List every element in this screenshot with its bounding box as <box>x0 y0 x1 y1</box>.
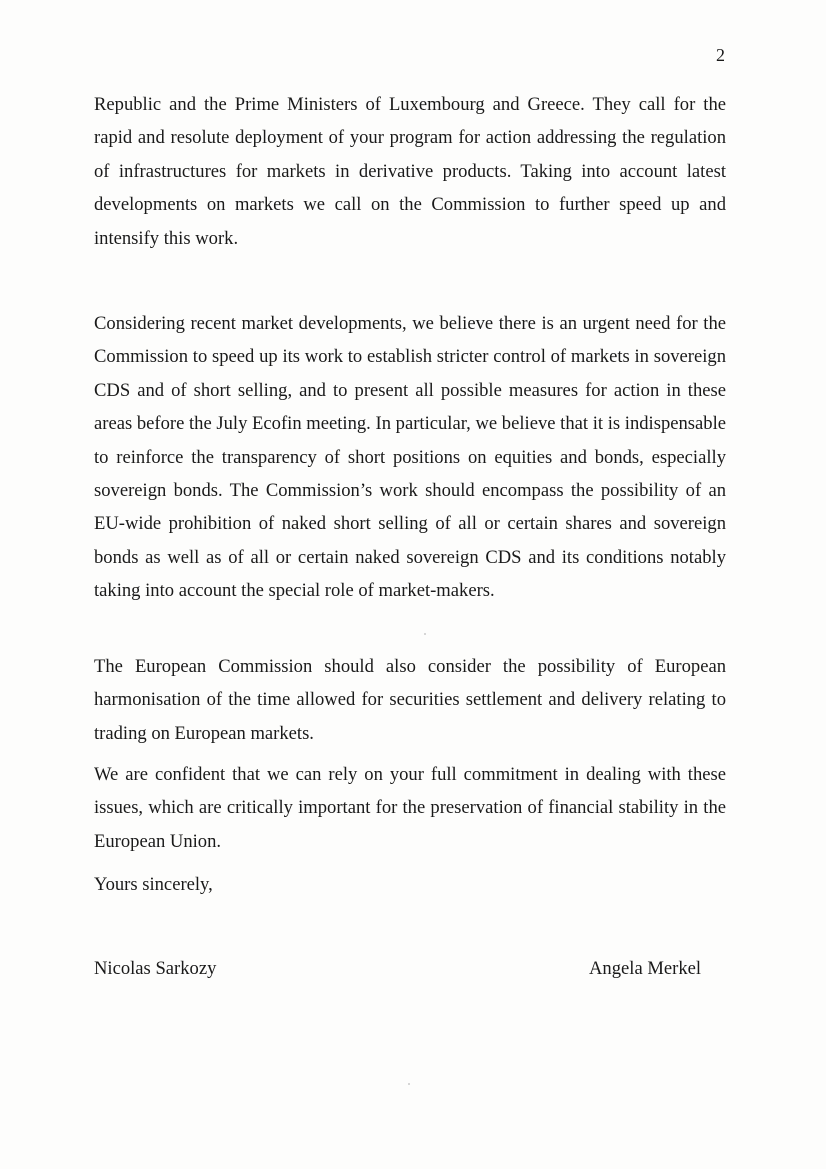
signatory-right: Angela Merkel <box>589 958 702 979</box>
letter-paragraph-2: Considering recent market developments, we believe there is an urgent need for the Commission to speed up its work to establish stricter control of markets in sovereign CDS and of short selling, and to present all possible measures for action in these areas before the July Ecofin meeting. In particular, we believe that it is indispensable to reinforce the transparency of short positions on equities and bonds, especially sovereign bonds. The Commission’s work should encompass the possibility of an EU-wide prohibition of naked short selling of all or certain shares and sovereign bonds as well as of all or certain naked sovereign CDS and its conditions notably taking into account the special role of market-makers. <box>94 313 726 602</box>
closing-salutation: Yours sincerely, <box>94 874 213 895</box>
letter-paragraph-1: Republic and the Prime Ministers of Luxembourg and Greece. They call for the rapid and resolute deployment of your program for action addressing the regulation of infrastructures for markets in derivative products. Taking into account latest developments on markets we call on the Commission to further speed up and intensify this work. <box>94 94 726 249</box>
letter-paragraph-4: We are confident that we can rely on your full commitment in dealing with these issues, which are critically important for the preservation of financial stability in the European Union. <box>94 764 726 852</box>
letter-paragraph-3: The European Commission should also consider the possibility of European harmonisation of the time allowed for securities settlement and delivery relating to trading on European markets. <box>94 656 726 744</box>
scan-speck <box>424 633 426 635</box>
scan-speck <box>408 1083 410 1085</box>
page-number: 2 <box>716 45 725 65</box>
signatory-left: Nicolas Sarkozy <box>94 958 217 979</box>
